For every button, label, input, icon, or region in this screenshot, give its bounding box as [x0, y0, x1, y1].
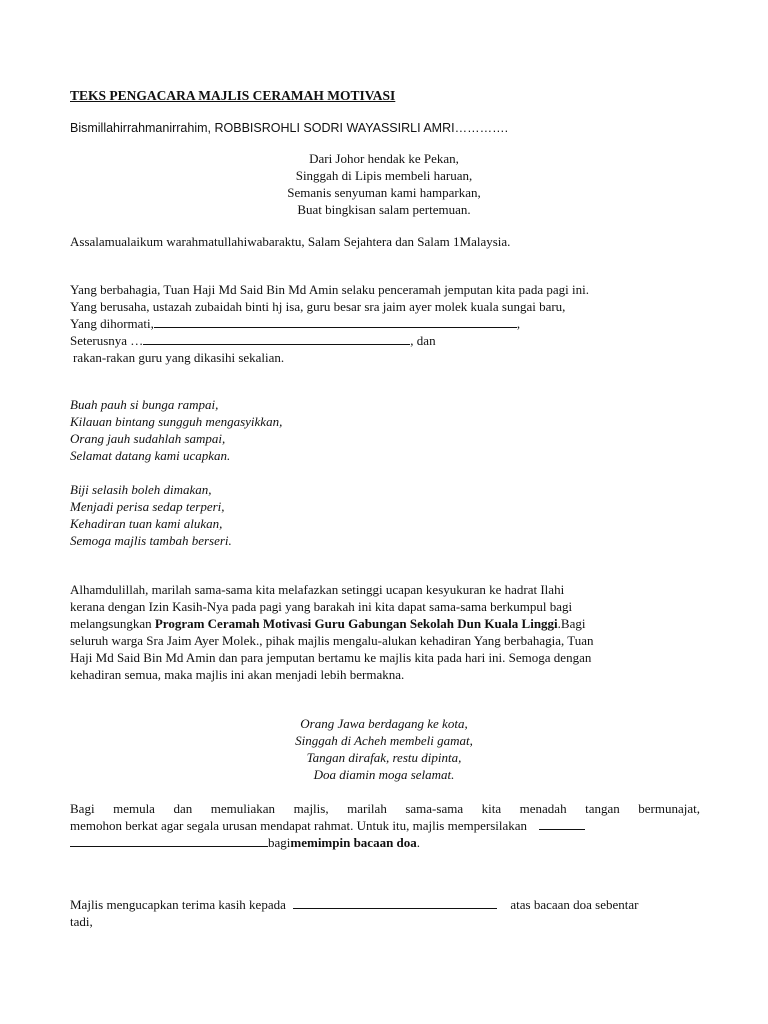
pantun-prayer	[184, 715, 584, 783]
pantun-line: Semoga majlis tambah berseri.	[70, 533, 232, 548]
pantun-line: Kilauan bintang sungguh mengasyikkan,	[70, 414, 283, 429]
salutation-prefix: Seterusnya …	[70, 333, 144, 348]
document-title: TEKS PENGACARA MAJLIS CERAMAH MOTIVASI	[70, 88, 396, 103]
pantun-line: Menjadi perisa sedap terperi,	[70, 499, 225, 514]
salutation-line: rakan-rakan guru yang dikasihi sekalian.	[73, 350, 285, 365]
paragraph-line	[70, 800, 700, 817]
word: memula	[113, 801, 155, 816]
pantun-line: Tangan dirafak, restu dipinta,	[306, 750, 462, 765]
pantun-line: Doa diamin moga selamat.	[313, 767, 455, 782]
pantun-line: Orang jauh sudahlah sampai,	[70, 431, 226, 446]
salutation-prefix: Yang dihormati,	[70, 316, 154, 331]
pantun-line: Semanis senyuman kami hamparkan,	[287, 185, 481, 200]
fill-in-blank[interactable]	[70, 834, 268, 847]
pantun-line: Singgah di Acheh membeli gamat,	[295, 733, 473, 748]
word: memuliakan	[210, 801, 276, 816]
salutation-suffix: ,	[516, 316, 521, 331]
pantun-line: Buah pauh si bunga rampai,	[70, 397, 219, 412]
bismillah-line: Bismillahirrahmanirrahim, ROBBISROHLI SODRI WAYASSIRLI AMRI………….	[70, 121, 509, 135]
paragraph-line: seluruh warga Sra Jaim Ayer Molek., pihak majlis mengalu-alukan kehadiran Yang berbahagia, Tuan	[70, 633, 594, 648]
word: majlis,	[293, 801, 329, 816]
word: Bagi	[70, 801, 95, 816]
paragraph-line	[70, 896, 710, 913]
salutation-line: Yang berusaha, ustazah zubaidah binti hj isa, guru besar sra jaim ayer molek kuala sungai baru,	[70, 299, 566, 314]
pantun-welcome	[70, 396, 282, 464]
paragraph-line: tadi,	[70, 914, 93, 929]
emphasis-text: memimpin bacaan doa	[290, 835, 417, 850]
opening-paragraph	[70, 581, 710, 683]
pantun-welcome-2	[70, 481, 232, 549]
pantun-line: Biji selasih boleh dimakan,	[70, 482, 212, 497]
pantun-line: Singgah di Lipis membeli haruan,	[295, 168, 473, 183]
fill-in-blank[interactable]	[143, 332, 410, 345]
paragraph-line	[70, 817, 700, 834]
salutation-line	[70, 315, 589, 332]
program-name: Program Ceramah Motivasi Guru Gabungan Sekolah Dun Kuala Linggi	[154, 616, 558, 631]
salutation-block	[70, 281, 589, 366]
thanks-paragraph	[70, 896, 710, 930]
word: menadah	[519, 801, 567, 816]
fill-in-blank[interactable]	[539, 817, 585, 830]
pantun-line: Orang Jawa berdagang ke kota,	[300, 716, 468, 731]
salutation-line	[70, 332, 589, 349]
paragraph-line: kerana dengan Izin Kasih-Nya pada pagi yang barakah ini kita dapat sama-sama berkumpul bagi	[70, 599, 573, 614]
word: sama-sama	[405, 801, 464, 816]
word: kita	[481, 801, 502, 816]
paragraph-line	[70, 615, 710, 632]
paragraph-text: melangsungkan	[70, 616, 155, 631]
word: dan	[173, 801, 193, 816]
salutation-line: Yang berbahagia, Tuan Haji Md Said Bin Md Amin selaku penceramah jemputan kita pada pagi ini.	[70, 282, 589, 297]
paragraph-text: .	[416, 835, 421, 850]
paragraph-text: atas bacaan doa sebentar	[510, 897, 639, 912]
word: marilah	[347, 801, 387, 816]
prayer-paragraph	[70, 800, 700, 851]
paragraph-line: Haji Md Said Bin Md Amin dan para jemputan bertamu ke majlis kita pada hari ini. Semoga dengan	[70, 650, 592, 665]
pantun-opening	[184, 150, 584, 218]
word: bermunajat,	[638, 801, 700, 816]
paragraph-text: memohon berkat agar segala urusan mendapat rahmat. Untuk itu, majlis mempersilakan	[70, 818, 528, 833]
word: tangan	[585, 801, 620, 816]
paragraph-text: Majlis mengucapkan terima kasih kepada	[70, 897, 286, 912]
fill-in-blank[interactable]	[293, 896, 497, 909]
salutation-suffix: , dan	[410, 333, 436, 348]
paragraph-line: Alhamdulillah, marilah sama-sama kita melafazkan setinggi ucapan kesyukuran ke hadrat Ilahi	[70, 582, 565, 597]
greeting-line: Assalamualaikum warahmatullahiwabaraktu, Salam Sejahtera dan Salam 1Malaysia.	[70, 234, 511, 249]
paragraph-line	[70, 834, 700, 851]
pantun-line: Kehadiran tuan kami alukan,	[70, 516, 223, 531]
paragraph-text: .Bagi	[557, 616, 586, 631]
pantun-line: Buat bingkisan salam pertemuan.	[297, 202, 471, 217]
paragraph-line: kehadiran semua, maka majlis ini akan menjadi lebih bermakna.	[70, 667, 405, 682]
fill-in-blank[interactable]	[154, 315, 517, 328]
pantun-line: Dari Johor hendak ke Pekan,	[309, 151, 459, 166]
paragraph-text: bagi	[268, 835, 291, 850]
pantun-line: Selamat datang kami ucapkan.	[70, 448, 231, 463]
